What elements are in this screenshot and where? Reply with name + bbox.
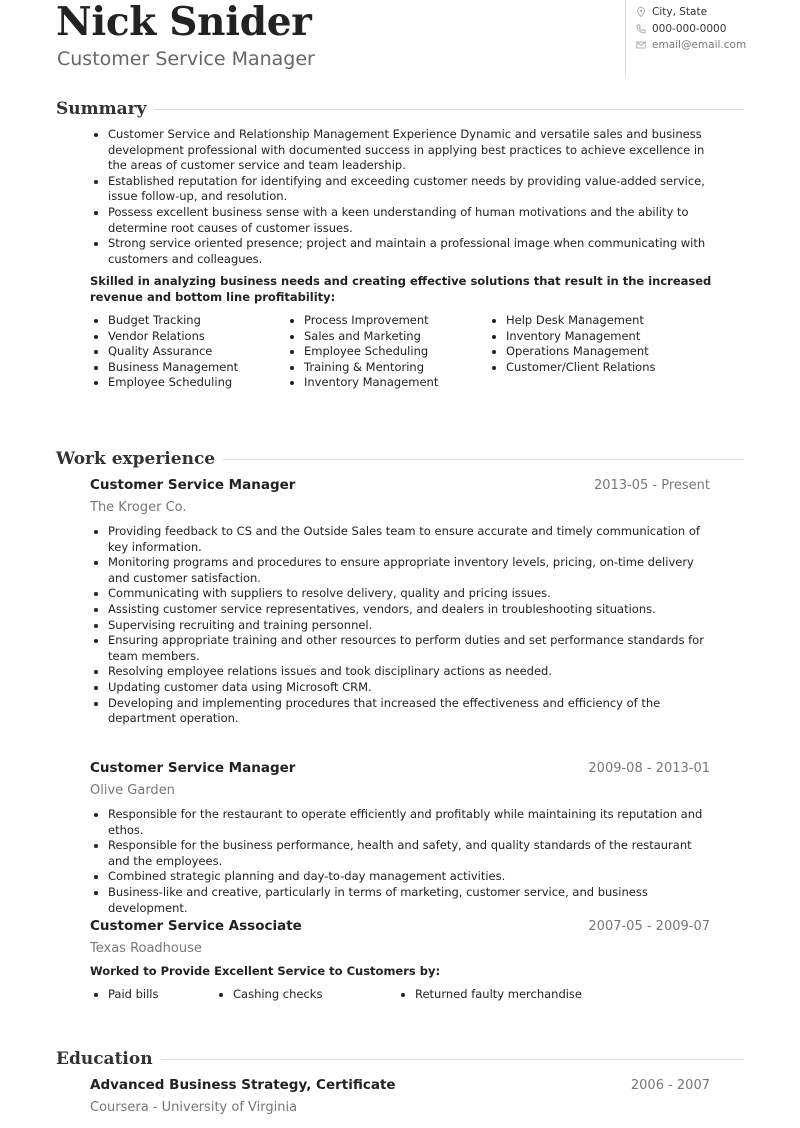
list-item: Operations Management bbox=[488, 344, 708, 360]
list-item: Quality Assurance bbox=[90, 344, 286, 360]
list-item: Employee Scheduling bbox=[90, 375, 286, 391]
list-item: Customer/Client Relations bbox=[488, 360, 708, 376]
education-heading-row bbox=[56, 1049, 744, 1069]
job-title: Customer Service Associate bbox=[90, 918, 302, 934]
list-item: Ensuring appropriate training and other resources to perform duties and set performance standards for team members. bbox=[90, 633, 710, 664]
skills-column-2 bbox=[286, 313, 488, 391]
job-dates: 2007-05 - 2009-07 bbox=[588, 919, 710, 934]
email-link[interactable]: email@email.com bbox=[652, 39, 747, 52]
list-item: Training & Mentoring bbox=[286, 360, 488, 376]
list-item: Combined strategic planning and day-to-day management activities. bbox=[90, 869, 710, 885]
list-item: Supervising recruiting and training personnel. bbox=[90, 618, 710, 634]
list-item: Updating customer data using Microsoft CRM. bbox=[90, 680, 710, 696]
skills-column-1 bbox=[90, 313, 286, 391]
job-title: Customer Service Manager bbox=[90, 760, 296, 776]
list-item: Responsible for the restaurant to operate efficiently and profitably while maintaining its reputation and ethos. bbox=[90, 807, 710, 838]
list-item: Established reputation for identifying and exceeding customer needs by providing value-added service, issue follow-up, and resolution. bbox=[90, 174, 710, 205]
summary-heading: Summary bbox=[56, 99, 147, 119]
list-item: Returned faulty merchandise bbox=[397, 987, 582, 1003]
list-item: Help Desk Management bbox=[488, 313, 708, 329]
job-bullets bbox=[90, 807, 710, 916]
list-item: Strong service oriented presence; project and maintain a professional image when communicating with customers and colleagues. bbox=[90, 236, 710, 267]
job-title: Customer Service Manager bbox=[90, 477, 296, 493]
summary-heading-row bbox=[56, 99, 744, 119]
section-divider bbox=[161, 1059, 744, 1060]
contact-phone bbox=[636, 21, 795, 38]
list-item: Developing and implementing procedures that increased the effectiveness and efficiency of the department operation. bbox=[90, 696, 710, 727]
skills-column-3 bbox=[488, 313, 708, 391]
job-intro: Worked to Provide Excellent Service to Customers by: bbox=[90, 964, 441, 978]
section-divider bbox=[154, 109, 744, 110]
summary-bullets bbox=[90, 127, 710, 267]
list-item: Inventory Management bbox=[286, 375, 488, 391]
contact-block bbox=[625, 0, 795, 77]
list-item: Responsible for the business performance, health and safety, and quality standards of the restaurant and the employees. bbox=[90, 838, 710, 869]
candidate-title: Customer Service Manager bbox=[57, 48, 315, 70]
contact-location bbox=[636, 4, 795, 21]
skills-intro: Skilled in analyzing business needs and creating effective solutions that result in the increased revenue and bottom line profitability: bbox=[90, 274, 712, 304]
list-item: Business-like and creative, particularly in terms of marketing, customer service, and business development. bbox=[90, 885, 710, 916]
phone-text: 000-000-0000 bbox=[652, 22, 727, 35]
list-item: Process Improvement bbox=[286, 313, 488, 329]
list-item: Possess excellent business sense with a keen understanding of human motivations and the ability to determine root causes of customer issues. bbox=[90, 205, 710, 236]
job-company: Olive Garden bbox=[90, 783, 175, 798]
location-text: City, State bbox=[652, 6, 708, 19]
job-dates: 2009-08 - 2013-01 bbox=[588, 761, 710, 776]
job-company: Texas Roadhouse bbox=[90, 941, 202, 956]
education-school: Coursera - University of Virginia bbox=[90, 1100, 298, 1115]
list-item: Cashing checks bbox=[215, 987, 322, 1003]
contact-email[interactable] bbox=[636, 37, 795, 54]
job-company: The Kroger Co. bbox=[90, 500, 187, 515]
list-item: Business Management bbox=[90, 360, 286, 376]
section-divider bbox=[223, 459, 744, 460]
list-item: Assisting customer service representatives, vendors, and dealers in troubleshooting situations. bbox=[90, 602, 710, 618]
education-title: Advanced Business Strategy, Certificate bbox=[90, 1077, 396, 1093]
list-item: Inventory Management bbox=[488, 329, 708, 345]
job-dates: 2013-05 - Present bbox=[593, 478, 710, 493]
education-heading: Education bbox=[56, 1049, 153, 1069]
list-item: Employee Scheduling bbox=[286, 344, 488, 360]
list-item: Monitoring programs and procedures to ensure appropriate inventory levels, pricing, on-time delivery and customer satisfaction. bbox=[90, 555, 710, 586]
job-bullets bbox=[90, 987, 710, 1003]
list-item: Resolving employee relations issues and took disciplinary actions as needed. bbox=[90, 664, 710, 680]
job-bullets bbox=[90, 524, 710, 727]
list-item: Vendor Relations bbox=[90, 329, 286, 345]
list-item: Budget Tracking bbox=[90, 313, 286, 329]
skills-columns bbox=[90, 313, 710, 391]
envelope-icon bbox=[636, 40, 646, 50]
phone-icon bbox=[636, 24, 646, 34]
candidate-name: Nick Snider bbox=[56, 0, 312, 45]
list-item: Paid bills bbox=[90, 987, 159, 1003]
work-heading-row bbox=[56, 449, 744, 469]
list-item: Customer Service and Relationship Management Experience Dynamic and versatile sales and business development professional with documented success in applying best practices to achieve excellence in the areas of customer service and team leadership. bbox=[90, 127, 710, 174]
map-pin-icon bbox=[636, 7, 646, 17]
list-item: Communicating with suppliers to resolve delivery, quality and pricing issues. bbox=[90, 586, 710, 602]
work-heading: Work experience bbox=[56, 449, 216, 469]
list-item: Providing feedback to CS and the Outside Sales team to ensure accurate and timely communication of key information. bbox=[90, 524, 710, 555]
list-item: Sales and Marketing bbox=[286, 329, 488, 345]
education-dates: 2006 - 2007 bbox=[630, 1078, 710, 1093]
